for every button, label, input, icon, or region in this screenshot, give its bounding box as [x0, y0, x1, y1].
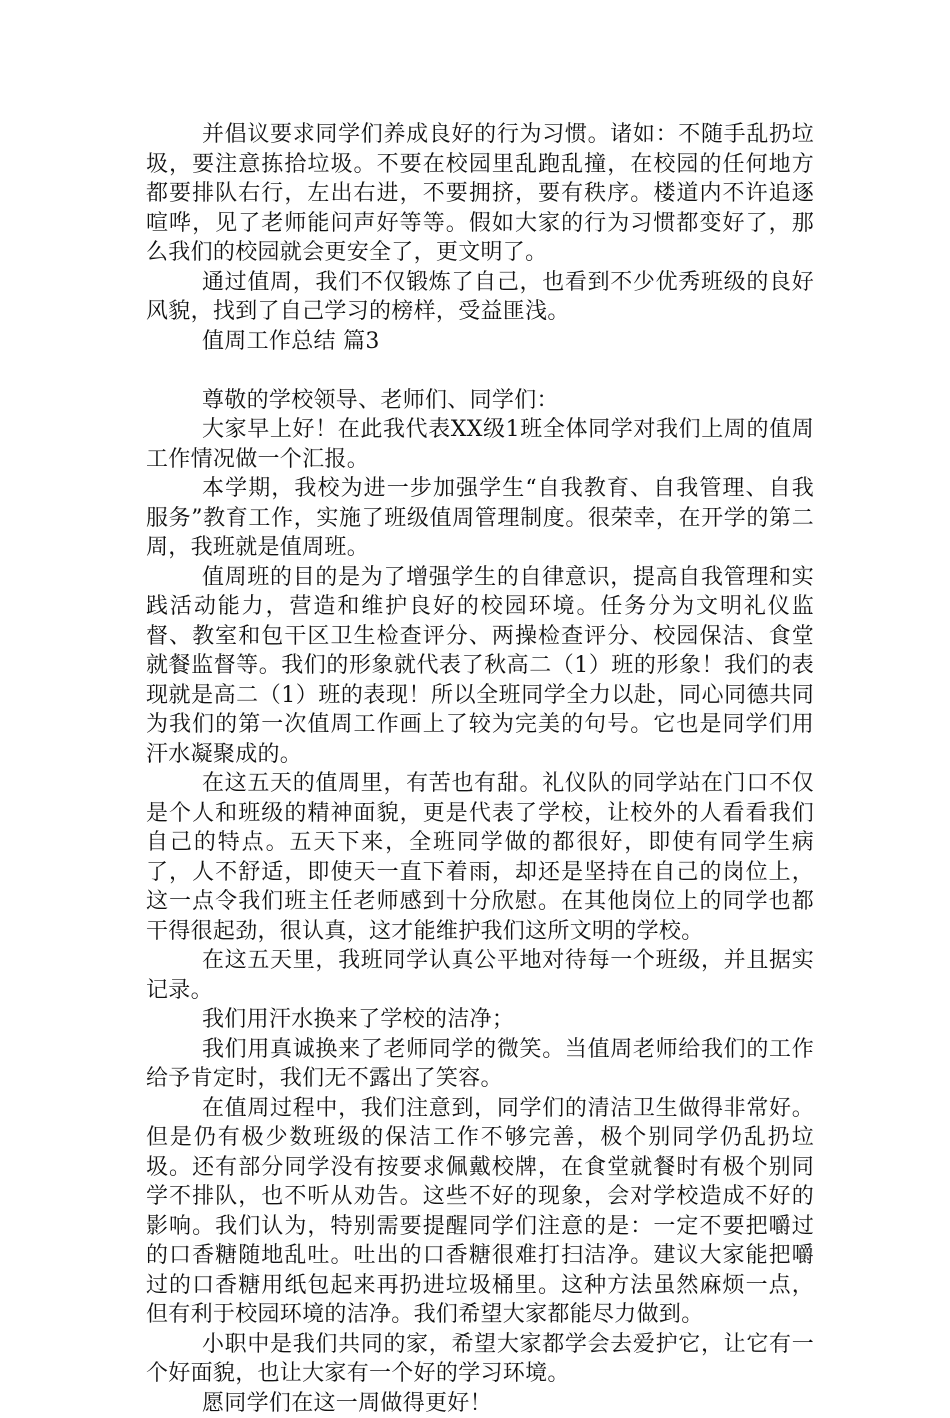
paragraph: 值周班的目的是为了增强学生的自律意识，提高自我管理和实践活动能力，营造和维护良好的校园环境。任务分为文明礼仪监督、教室和包干区卫生检查评分、两操检查评分、校园保洁、食堂就餐监督等。我们的形象就代表了秋高二（1）班的形象！我们的表现就是高二（1）班的表现！所以全班同学全力以赴，同心同德共同为我们的第一次值周工作画上了较为完美的句号。它也是同学们用汗水凝聚成的。	[146, 563, 814, 770]
paragraph: 我们用真诚换来了老师同学的微笑。当值周老师给我们的工作给予肯定时，我们无不露出了笑容。	[146, 1035, 814, 1094]
paragraph: 在值周过程中，我们注意到，同学们的清洁卫生做得非常好。但是仍有极少数班级的保洁工作不够完善，极个别同学仍乱扔垃圾。还有部分同学没有按要求佩戴校牌，在食堂就餐时有极个别同学不排队，也不听从劝告。这些不好的现象，会对学校造成不好的影响。我们认为，特别需要提醒同学们注意的是：一定不要把嚼过的口香糖随地乱吐。吐出的口香糖很难打扫洁净。建议大家能把嚼过的口香糖用纸包起来再扔进垃圾桶里。这种方法虽然麻烦一点，但有利于校园环境的洁净。我们希望大家都能尽力做到。	[146, 1094, 814, 1330]
paragraph: 在这五天里，我班同学认真公平地对待每一个班级，并且据实记录。	[146, 946, 814, 1005]
paragraph: 并倡议要求同学们养成良好的行为习惯。诸如：不随手乱扔垃圾，要注意拣拾垃圾。不要在校园里乱跑乱撞，在校园的任何地方都要排队右行，左出右进，不要拥挤，要有秩序。楼道内不许追逐喧哗，见了老师能问声好等等。假如大家的行为习惯都变好了，那么我们的校园就会更安全了，更文明了。	[146, 120, 814, 268]
closing-line: 愿同学们在这一周做得更好！	[146, 1389, 814, 1418]
section-heading: 值周工作总结 篇3	[146, 327, 814, 357]
paragraph: 我们用汗水换来了学校的洁净；	[146, 1005, 814, 1035]
salutation: 尊敬的学校领导、老师们、同学们：	[146, 386, 814, 416]
paragraph: 小职中是我们共同的家，希望大家都学会去爱护它，让它有一个好面貌，也让大家有一个好的学习环境。	[146, 1330, 814, 1389]
document-body	[146, 120, 814, 1418]
paragraph: 本学期，我校为进一步加强学生“自我教育、自我管理、自我服务”教育工作，实施了班级值周管理制度。很荣幸，在开学的第二周，我班就是值周班。	[146, 474, 814, 563]
paragraph: 通过值周，我们不仅锻炼了自己，也看到不少优秀班级的良好风貌，找到了自己学习的榜样，受益匪浅。	[146, 268, 814, 327]
blank-line	[146, 356, 814, 386]
paragraph: 大家早上好！在此我代表XX级1班全体同学对我们上周的值周工作情况做一个汇报。	[146, 415, 814, 474]
paragraph: 在这五天的值周里，有苦也有甜。礼仪队的同学站在门口不仅是个人和班级的精神面貌，更是代表了学校，让校外的人看看我们自己的特点。五天下来，全班同学做的都很好，即使有同学生病了，人不舒适，即使天一直下着雨，却还是坚持在自己的岗位上，这一点令我们班主任老师感到十分欣慰。在其他岗位上的同学也都干得很起劲，很认真，这才能维护我们这所文明的学校。	[146, 769, 814, 946]
